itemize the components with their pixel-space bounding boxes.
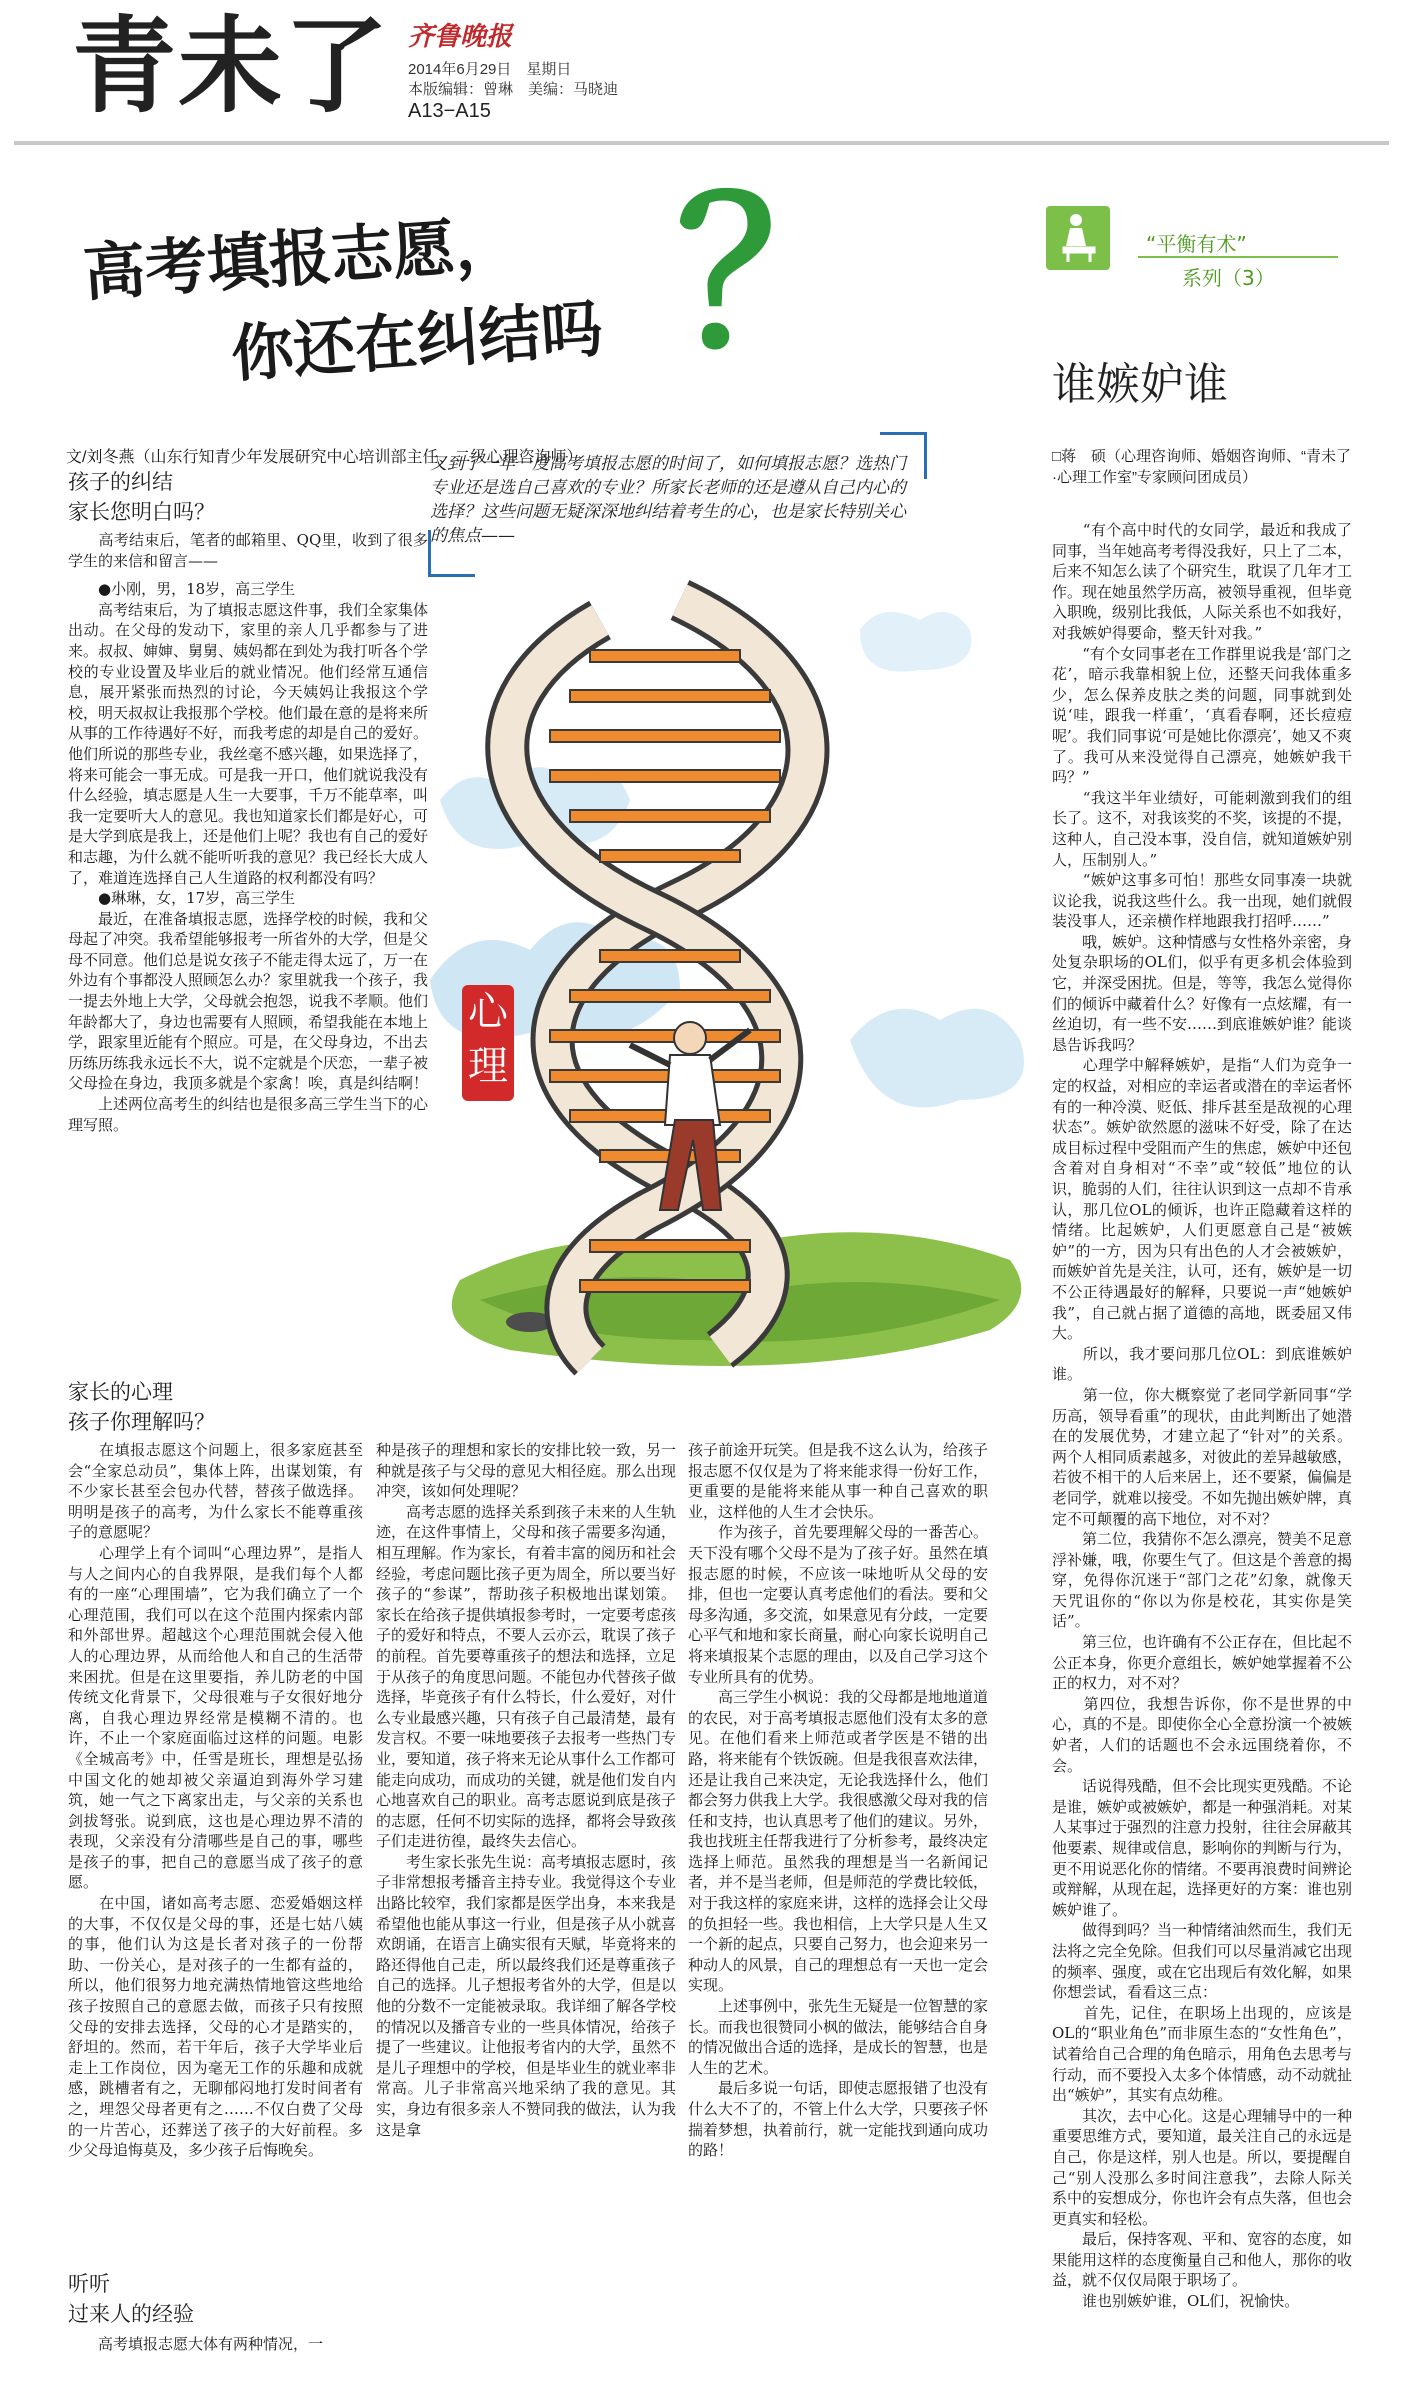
series-rule [1138,256,1338,258]
paragraph: “有个高中时代的女同学，最近和我成了同事，当年她高考考得没我好，只上了二本，后来不知怎么读了个研究生，耽误了几年才工作。现在她虽然学历高，被领导重视，但毕竟入职晚，级别比我低，人际关系也不如我好，对我嫉妒得要命，整天针对我。” “有个女同事老在工作群里说我是‘部门之花’，暗示我靠相貌上位，还整天问我体重多少，怎么保养皮肤之类的问题，同事就到处说‘哇，跟我一样重’，‘真看春啊，还长痘痘呢’。我们同事说‘可是她比你漂亮’，她又不爽了。我可从来没觉得自己漂亮，她嫉妒我干吗？” “我这半年业绩好，可能刺激到我们的组长了。这不，对我该奖的不奖，该提的不提，这种人，自己没本事，没自信，就知道嫉妒别人，压制别人。” “嫉妒这事多可怕！那些女同事凑一块就议论我，说我这些什么。我一出现，她们就假装没事人，还亲横作样地跟我打招呼……” 哦，嫉妒。这种情感与女性格外亲密，身处复杂职场的OL们，似乎有更多机会体验到它，并深受困扰。但是，等等，我怎么觉得你们的倾诉中藏着什么？好像有一点炫耀，有一丝迫切，有一些不安……到底谁嫉妒谁？能谈恳告诉我吗？ 心理学中解释嫉妒，是指“人们为竞争一定的权益，对相应的幸运者或潜在的幸运者怀有的一种冷漠、贬低、排斥甚至是敌视的心理状态”。嫉妒欲然愿的滋味不好受，除了在达成目标过程中受阻而产生的焦虑，嫉妒中还包含着对自身相对“不幸”或“较低”地位的认识，脆弱的人们，往往认识到这一点却不肯承认，那几位OL的倾诉，也许正隐藏着这样的情绪。比起嫉妒，人们更愿意自己是“被嫉妒”的一方，因为只有出色的人才会被嫉妒，而嫉妒首先是关注，认可，还有，嫉妒是一切不公正待遇最好的解释，只要说一声“她嫉妒我”，自己就占据了道德的高地，既委屈又伟大。 所以，我才要问那几位OL：到底谁嫉妒谁。 第一位，你大概察觉了老同学新同事“学历高，领导看重”的现状，由此判断出了她潜在的发展优势，才建立起了“针对”的关系。两个人相同质素越多，对彼此的差异越敏感，若彼不相干的人后来居上，还不要紧，偏偏是老同学，就难以接受。不如先抛出嫉妒牌，真定不可颠覆的高下地位，对不对？ 第二位，我猜你不怎么漂亮，赞美不足意浮补嫌，哦，你要生气了。但这是个善意的揭穿，免得你沉迷于“部门之花”幻象，就像天天咒诅你的“你以为你是校花，其实你是笑话”。 第三位，也许确有不公正存在，但比起不公正本身，你更介意组长，嫉妒她掌握着不公正的权力，对不对？ 第四位，我想告诉你，你不是世界的中心，真的不是。即使你全心全意扮演一个被嫉妒者，人们的话题也不会永远围绕着你，不会。 话说得残酷，但不会比现实更残酷。不论是谁，嫉妒或被嫉妒，都是一种强消耗。对某人某事过于强烈的注意力投射，往往会屏蔽其他要素、规律或信息，影响你的判断与行为，更不用说恶化你的情绪。不要再浪费时间辨论或辩解，从现在起，选择更好的方案：谁也别嫉妒谁了。 做得到吗？当一种情绪油然而生，我们无法将之完全免除。但我们可以尽量消减它出现的频率、强度，或在它出现后有效化解，如果你想尝试，看看这三点： 首先，记住，在职场上出现的，应该是OL的“职业角色”而非原生态的“女性角色”，试着给自己合理的角色暗示，用角色去思考与行动，而不要投入太多个体情感，动不动就扯出“嫉妒”，其实有点幼稚。 其次，去中心化。这是心理辅导中的一种重要思维方式，要知道，最关注自己的永远是自己，你是这样，别人也是。所以，要提醒自己“别人没那么多时间注意我”，去除人际关系中的妄想成分，你也许会有点失落，但也会更真实和轻松。 最后，保持客观、平和、宽容的态度，如果能用这样的态度衡量自己和他人，那你的收益，就不仅仅局限于职场了。 谁也别嫉妒谁，OL们，祝愉快。 [1052,521,1352,2311]
columnist-badge [1046,206,1110,270]
section-3-heading-2: 过来人的经验 [68,2302,194,2326]
article-byline: 文/刘冬燕（山东行知青少年发展研究中心培训部主任、二级心理咨询师） [66,449,583,466]
section-3-heading-1: 听听 [68,2272,110,2296]
section-title: 青未了 [72,4,391,127]
section-2-heading-1: 家长的心理 [68,1380,173,1404]
paragraph: 种是孩子的理想和家长的安排比较一致，另一种就是孩子与父母的意见大相径庭。那么出现冲突，该如何处理呢？ 高考志愿的选择关系到孩子未来的人生轨迹，在这件事情上，父母和孩子需要多沟通，相互理解。作为家长，有着丰富的阅历和社会经验，考虑问题比孩子更为周全，所以要当好孩子的“参谋”，帮助孩子积极地出谋划策。家长在给孩子提供填报参考时，一定要考虑孩子的爱好和特点，不要人云亦云，耽误了孩子的前程。首先要尊重孩子的想法和选择，立足于从孩子的角度思问题。不能包办代替孩子做选择，毕竟孩子有什么特长，什么爱好，对什么专业最感兴趣，只有孩子自己最清楚，最有发言权。不要一味地要孩子去报考一些热门专业，要知道，孩子将来无论从事什么工作都可能走向成功，而成功的关键，就是他们发自内心地喜欢自己的职业。高考志愿说到底是孩子的志愿，任何不切实际的选择，都将会导致孩子们走进彷徨，最终失去信心。 考生家长张先生说：高考填报志愿时，孩子非常想报考播音主持专业。我觉得这个专业出路比较窄，我们家都是医学出身，本来我是希望他也能从事这一行业，但是孩子从小就喜欢朗诵，在语言上确实很有天赋，毕竟将来的路还得他自己走，所以最终我们还是尊重孩子自己的选择。儿子想报考省外的大学，但是以他的分数不一定能被录取。我详细了解各学校的情况以及播音专业的一些具体情况，给孩子提了一些建议。让他报考省内的大学，虽然不是儿子理想中的学校，但是毕业生的就业率非常高。儿子非常高兴地采纳了我的意见。其实，身边有很多亲人不赞同我的做法，认为我这是拿 [376,1441,676,2139]
issue-date: 2014年6月29日 星期日 [408,61,572,78]
psychology-stamp [462,985,514,1101]
dna-ladder-illustration [420,560,1050,1420]
intro-box [430,452,920,548]
person-chair-icon [1046,206,1110,270]
series-number: 系列（3） [1182,266,1275,290]
series-name: “平衡有术” [1146,232,1247,256]
paragraph: ●琳琳，女，17岁，高三学生 最近，在准备填报志愿，选择学校的时候，我和父母起了冲突。我希望能够报考一所省外的大学，但是父母不同意。他们总是说女孩子不能走得太远了，万一在外边有个事都没人照顾怎么办？家里就我一个孩子，我一提去外地上大学，父母就会抱怨，说我不孝顺。他们年龄都大了，身边也需要有人照顾，希望我能在本地上学，跟家里近能有个照应。可是，在父母身边，不出去历练历练我永远长不大，说不定就是个厌恋，一辈子被父母捡在身边，我顶多就是个家禽！唉，真是纠结啊！ 上述两位高考生的纠结也是很多高三学生当下的心理写照。 [68,889,428,1134]
page-range: A13−A15 [408,100,491,122]
paragraph: ●小刚，男，18岁，高三学生 高考结束后，为了填报志愿这件事，我们全家集体出动。在父母的发动下，家里的亲人几乎都参与了进来。叔叔、婶婶、舅舅、姨妈都在到处为我打听各个学校的专业设置及毕业后的就业情况。他们经常互通信息，展开紧张而热烈的讨论，今天姨妈让我报这个学校，明天叔叔让我报那个学校。他们最在意的是将来所从事的工作待遇好不好，而我考虑的却是自己的爱好。他们所说的那些专业，我丝毫不感兴趣，如果选择了，将来可能会一事无成。可是我一开口，他们就说我没有什么经验，填志愿是人生一大要事，千万不能草率，叫我一定要听大人的意见。我也知道家长们都是好心，可是大学到底是我上，还是他们上呢？我也有自己的爱好和志趣，为什么就不能听听我的意见？我已经长大成人了，难道连选择自己人生道路的权利都没有吗？ [68,580,428,887]
section-1-body [68,530,428,1330]
column-2 [376,1440,676,2360]
column-3 [688,1440,988,2360]
right-article-byline: □蒋 硕（心理咨询师、婚姻咨询师、“青未了·心理工作室”专家顾问团成员） [1052,448,1352,486]
paragraph: 高考结束后，笔者的邮箱里、QQ里，收到了很多学生的来信和留言—— [68,531,428,570]
paragraph: 在填报志愿这个问题上，很多家庭甚至会“全家总动员”，集体上阵，出谋划策，有不少家长甚至会包办代替，替孩子做选择。明明是孩子的高考，为什么家长不能尊重孩子的意愿呢？ 心理学上有个词叫“心理边界”，是指人与人之间内心的自我界限，是我们每个人都有的一座“心理围墙”，它为我们确立了一个心理范围，我们可以在这个范围内探索内部和外部世界。超越这个心理范围就会侵入他人的心理边界，从而给他人和自己的生活带来困扰。但是在这里要指，养儿防老的中国传统文化背景下，父母很难与子女很好地分离，自我心理边界经常是模糊不清的。也许，不止一个家庭面临过这样的问题。电影《全城高考》中，任雪是班长，理想是弘扬中国文化的她却被父亲逼迫到海外学习建筑，她一气之下离家出走，与父亲的关系也剑拔弩张。说到底，这也是心理边界不清的表现，父亲没有分清哪些是自己的事，哪些是孩子的事，把自己的意愿当成了孩子的意愿。 在中国，诸如高考志愿、恋爱婚姻这样的大事，不仅仅是父母的事，还是七姑八姨的事，他们认为这是长者对孩子的一份帮助、一份关心，是对孩子的一生都有益的，所以，他们很努力地充满热情地管这些地给孩子按照自己的意愿去做，而孩子只有按照父母的安排去选择，父母的心才是踏实的，舒坦的。然而，若干年后，孩子大学毕业后走上工作岗位，因为毫无工作的乐趣和成就感，跳槽者有之，无聊郁闷地打发时间者有之，埋怨父母者更有之……不仅白费了父母的一片苦心，还葬送了孩子的大好前程。多少父母追悔莫及，多少孩子后悔晚矣。 [68,1441,363,2160]
paragraph: 孩子前途开玩笑。但是我不这么认为，给孩子报志愿不仅仅是为了将来能求得一份好工作，更重要的是能将来能从事一种自己喜欢的职业，这样他的人生才会快乐。 作为孩子，首先要理解父母的一番苦心。天下没有哪个父母不是为了孩子好。虽然在填报志愿的时候，不应该一味地听从父母的安排，但也一定要认真考虑他们的看法。要和父母多沟通，多交流，如果意见有分歧，一定要心平气和地和家长商量，耐心向家长说明自己将来填报某个志愿的理由，以及自己学习这个专业所具有的优势。 高三学生小枫说：我的父母都是地地道道的农民，对于高考填报志愿他们没有太多的意见。在他们看来上师范或者学医是不错的出路，将来能有个铁饭碗。但是我很喜欢法律，还是让我自己来决定，无论我选择什么，他们都会努力供我上大学。我很感激父母对我的信任和支持，也认真思考了他们的建议。另外，我也找班主任帮我进行了分析参考，最终决定选择上师范。虽然我的理想是当一名新闻记者，并不是当老师，但是师范的学费比较低，对于我这样的家庭来讲，这样的选择会让父母的负担轻一些。我也相信，上大学只是人生又一个新的起点，只要自己努力，也会迎来另一种动人的风景，自己的理想总有一天也一定会实现。 上述事例中，张先生无疑是一位智慧的家长。而我也很赞同小枫的做法，能够结合自身的情况做出合适的选择，是成长的智慧，也是人生的艺术。 最后多说一句话，即使志愿报错了也没有什么大不了的，不管上什么大学，只要孩子怀揣着梦想，执着前行，就一定能找到通向成功的路！ [688,1441,988,2160]
paper-logo: 齐鲁晚报 [408,22,513,52]
section-2-body [68,1440,363,2260]
section-3-body [68,2334,363,2364]
section-2-heading-2: 孩子你理解吗？ [68,1410,215,1434]
section-1-heading-1: 孩子的纠结 [68,470,173,494]
question-mark-graphic: ？ [676,159,877,392]
right-article-title: 谁嫉妒谁 [1052,359,1228,410]
stamp-text: 心理 [468,989,508,1089]
intro-text: 又到了一年一度高考填报志愿的时间了，如何填报志愿？选热门专业还是选自己喜欢的专业？所家长老师的还是遵从自己内心的选择？这些问题无疑深深地纠结着考生的心，也是家长特别关心的焦点—— [430,454,906,546]
right-article-body [1052,520,1352,2370]
paragraph: 高考填报志愿大体有两种情况，一 [68,2335,324,2353]
editors-credit: 本版编辑：曾琳 美编：马晓迪 [408,81,619,98]
header-rule [14,141,1389,145]
section-1-heading-2: 家长您明白吗？ [68,500,215,524]
headline-line-2: 你还在纠结吗 [228,292,606,391]
headline-line-1: 高考填报志愿， [80,206,519,310]
